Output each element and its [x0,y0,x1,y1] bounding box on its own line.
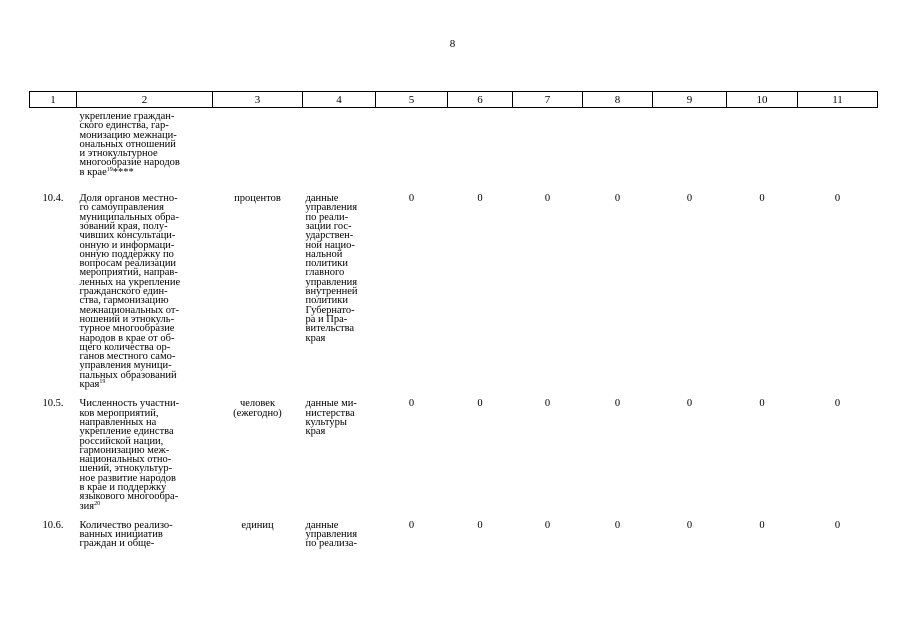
cell-line: в крае и поддержку [79,481,167,493]
cell-line: языкового многообра- [79,491,179,503]
cell-line: данные ми- [305,398,357,410]
cell-line: зации гос- [305,220,352,232]
cell-line: политики [305,258,349,270]
cell-line: ударствен- [305,230,354,242]
cell-value: 0 [477,519,483,531]
cell-line: ков мероприятий, [79,407,159,419]
col-header-2: 2 [77,92,213,108]
cell-line: управления муници- [79,360,172,372]
cell-value: 0 [759,398,765,410]
cell-line: и этнокультурное [79,148,158,160]
cell-value: 0 [477,193,483,205]
cell-num: 10.4. [42,193,64,205]
cell-text: в крае [79,166,107,178]
cell-line: ленных на укрепление [79,276,181,288]
footnote-mark: **** [112,166,134,178]
col-header-4: 4 [303,92,376,108]
table-row [30,194,878,399]
cell-value [798,108,878,195]
cell-value [727,108,798,195]
cell-line: по реали- [305,211,349,223]
cell-value: 0 [408,193,415,205]
cell-line: внутренней [305,286,358,298]
cell-line [80,168,210,177]
cell-line: го самоуправления [79,202,164,214]
cell-value: 0 [834,398,841,410]
cell-line: главного [305,267,345,279]
cell-value: 0 [544,519,551,531]
col-header-7: 7 [513,92,583,108]
cell-name [77,399,213,521]
cell-line: гармонизацию меж- [79,444,170,456]
cell-line: Количество реализо- [79,519,173,531]
cell-value: 0 [686,519,693,531]
col-header-3: 3 [213,92,303,108]
cell-line: культуры [305,416,347,428]
cell-line: единиц [241,519,274,531]
col-header-6: 6 [448,92,513,108]
cell-line: ношений и этнокуль- [79,313,175,325]
cell-line: данные [305,193,339,205]
cell-source [303,399,376,521]
cell-line: зований края, полу- [79,220,168,232]
cell-name [77,108,213,195]
cell-unit [213,194,303,399]
cell-line: ное развитие народов [79,472,176,484]
col-header-9: 9 [653,92,727,108]
col-header-5: 5 [376,92,448,108]
cell-value: 0 [686,398,693,410]
page-number: 8 [449,38,456,50]
table-row [30,399,878,521]
cell-line: нальной [305,248,343,260]
cell-line: онную поддержку по [79,248,174,260]
cell-line: ганов местного само- [79,351,176,363]
cell-text: зия [79,500,95,512]
indicators-table [29,91,878,549]
cell-line: направленных на [79,416,157,428]
cell-value [448,108,513,195]
footnote-ref: 19 [99,379,106,386]
cell-line: чивших консультаци- [79,230,176,242]
cell-line [80,502,210,511]
cell-line: по реализа- [305,538,357,550]
header-row [30,92,878,108]
cell-value: 0 [834,193,841,205]
cell-line: ной нацио- [305,239,355,251]
cell-name [77,521,213,549]
cell-line: граждан и обще- [79,538,155,550]
cell-line: данные [305,519,339,531]
cell-line: политики [305,295,349,307]
cell-line: ского единства, гар- [79,120,169,132]
cell-num [30,108,77,195]
cell-line: муниципальных обра- [79,211,179,223]
cell-line: народов в крае от об- [79,332,175,344]
cell-line: Доля органов местно- [79,193,178,205]
cell-line: укрепление единства [79,426,174,438]
cell-line: края [305,332,326,344]
cell-value: 0 [834,519,841,531]
cell-source [303,521,376,549]
cell-value: 0 [477,398,483,410]
cell-line: гражданского един- [79,286,168,298]
cell-line: межнациональных от- [79,304,179,316]
col-header-8: 8 [583,92,653,108]
cell-value [513,108,583,195]
footnote-ref: 19 [106,166,113,173]
col-header-1: 1 [30,92,77,108]
cell-line: пальных образований [79,369,177,381]
cell-line: (ежегодно) [233,407,282,419]
cell-line: края [305,426,326,438]
cell-line: щего количества ор- [79,341,171,353]
cell-line: монизацию межнаци- [79,129,177,141]
cell-value: 0 [686,193,693,205]
cell-line: укрепление граждан- [79,111,175,122]
cell-value [376,108,448,195]
table-row-continuation [30,108,878,195]
cell-line: ра и Пра- [305,313,348,325]
cell-value [653,108,727,195]
cell-line: нистерства [305,407,355,419]
cell-name [77,194,213,399]
cell-line: процентов [234,193,281,205]
cell-value: 0 [544,398,551,410]
cell-unit [213,399,303,521]
cell-line: российской нации, [79,435,164,447]
cell-line: турное многообразие [79,323,175,335]
cell-num: 10.6. [42,519,64,531]
cell-value: 0 [759,519,765,531]
cell-line: Губернато- [305,304,355,316]
cell-value: 0 [408,519,415,531]
cell-unit [213,521,303,549]
cell-value: 0 [544,193,551,205]
cell-line: человек [239,398,276,410]
cell-value: 0 [614,398,621,410]
cell-text: края [79,379,100,391]
cell-line: Численность участни- [79,398,180,410]
cell-value [583,108,653,195]
cell-line: онную и информаци- [79,239,175,251]
cell-num: 10.5. [42,398,64,410]
table-row [30,521,878,549]
cell-line: управления [305,202,358,214]
cell-line: вопросам реализации [79,258,177,270]
cell-line: управления [305,529,358,541]
col-header-11: 11 [798,92,878,108]
cell-value: 0 [408,398,415,410]
footnote-ref: 20 [94,500,101,507]
cell-line: вительства [305,323,355,335]
cell-line: ванных инициатив [79,529,163,541]
cell-line: ональных отношений [79,138,176,150]
cell-unit [213,108,303,195]
cell-line: ства, гармонизацию [79,295,169,307]
cell-value: 0 [614,519,621,531]
cell-source [303,194,376,399]
cell-line: национальных отно- [79,454,172,466]
cell-line: многообразие народов [79,157,180,169]
col-header-10: 10 [727,92,798,108]
cell-line: управления [305,276,358,288]
cell-line: шений, этнокультур- [79,463,173,475]
cell-line: мероприятий, направ- [79,267,178,279]
cell-source [303,108,376,195]
cell-value: 0 [614,193,621,205]
cell-value: 0 [759,193,765,205]
cell-line [80,380,210,389]
